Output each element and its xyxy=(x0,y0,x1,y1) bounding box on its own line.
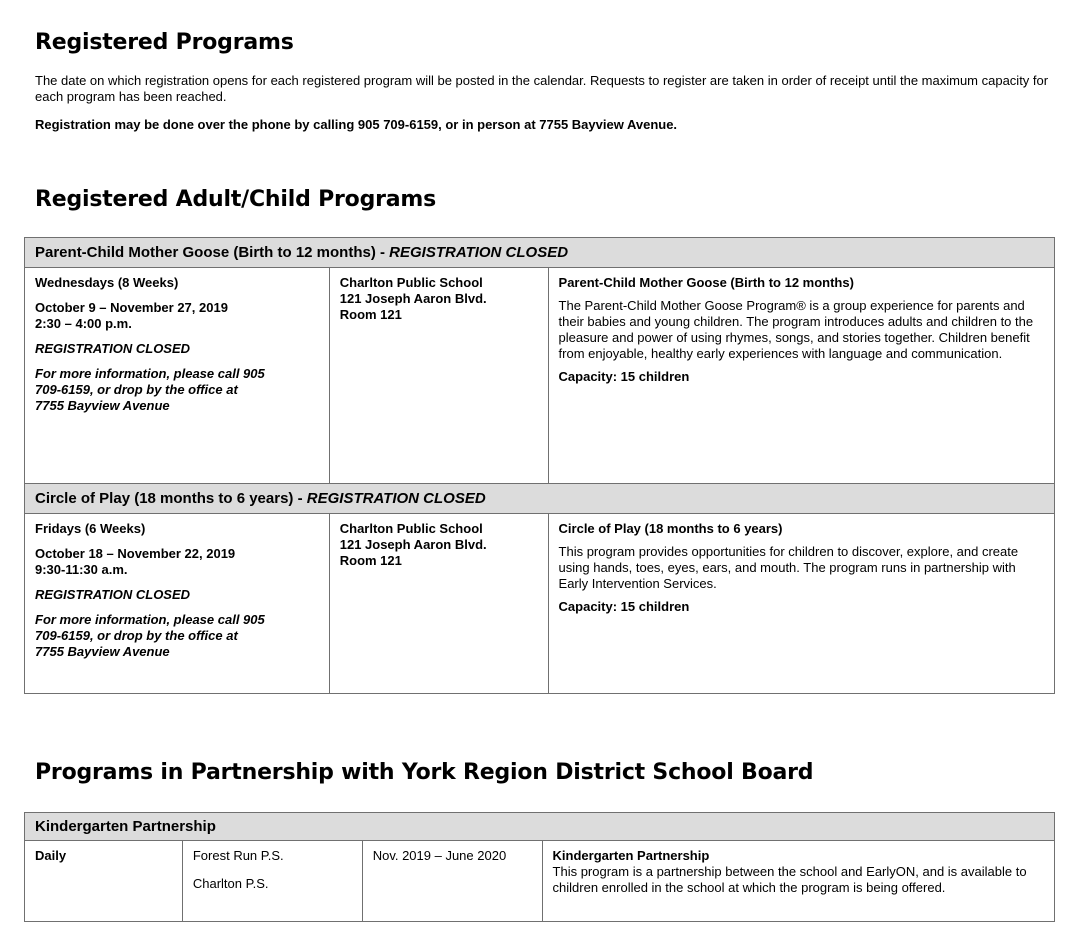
location-room: Room 121 xyxy=(339,553,402,568)
description-title: Parent-Child Mother Goose (Birth to 12 months) xyxy=(558,275,854,290)
program-schedule: Daily xyxy=(35,848,67,863)
program-info-line: For more information, please call 905 xyxy=(35,366,265,381)
program-location-cell xyxy=(182,841,362,922)
program-header xyxy=(25,484,1055,514)
program-schedule-cell xyxy=(25,514,330,694)
program-dates: October 9 – November 27, 2019 xyxy=(35,300,228,315)
location-address: 121 Joseph Aaron Blvd. xyxy=(339,537,487,552)
program-header xyxy=(25,238,1055,268)
program-header-status: REGISTRATION CLOSED xyxy=(389,243,569,261)
program-dates-cell xyxy=(362,841,542,922)
program-header-title: Parent-Child Mother Goose (Birth to 12 months) - xyxy=(35,243,390,261)
program-description-cell xyxy=(548,268,1054,484)
program-header-row xyxy=(25,484,1055,514)
program-info-line: 709-6159, or drop by the office at xyxy=(35,628,238,643)
program-info-line: 709-6159, or drop by the office at xyxy=(35,382,238,397)
description-title: Kindergarten Partnership xyxy=(552,848,710,863)
program-info-line: 7755 Bayview Avenue xyxy=(35,644,170,659)
location-room: Room 121 xyxy=(339,307,402,322)
location-address: 121 Joseph Aaron Blvd. xyxy=(339,291,487,306)
program-header: Kindergarten Partnership xyxy=(25,813,1055,841)
registration-note: Registration may be done over the phone by calling 905 709-6159, or in person at 7755 Bayview Avenue. xyxy=(35,117,678,132)
program-location-cell xyxy=(329,268,548,484)
program-row xyxy=(25,268,1055,484)
program-description-cell xyxy=(542,841,1054,922)
program-info-line: For more information, please call 905 xyxy=(35,612,265,627)
program-row xyxy=(25,841,1055,922)
program-description-cell xyxy=(548,514,1054,694)
program-status: REGISTRATION CLOSED xyxy=(35,587,191,602)
description-text: The Parent-Child Mother Goose Program® is a group experience for parents and their babies and young children. The program introduces adults and children to the pleasure and power of using rhymes, songs, and stories together. Children benefit from enjoyable, healthy early experiences with language and communication. xyxy=(558,298,1034,361)
section-title-partnership: Programs in Partnership with York Region District School Board xyxy=(35,760,814,785)
program-schedule-cell xyxy=(25,268,330,484)
page-title: Registered Programs xyxy=(35,30,294,55)
partnership-programs-table xyxy=(24,812,1055,922)
description-text: This program provides opportunities for children to discover, explore, and create using hands, toes, eyes, ears, and mouth. The program runs in partnership with Early Intervention Services. xyxy=(558,544,1019,591)
program-time: 2:30 – 4:00 p.m. xyxy=(35,316,132,331)
description-title: Circle of Play (18 months to 6 years) xyxy=(558,521,783,536)
section-title-adult-child: Registered Adult/Child Programs xyxy=(35,187,437,212)
program-location-cell xyxy=(329,514,548,694)
location-name: Charlton Public School xyxy=(339,275,483,290)
location-name: Charlton Public School xyxy=(339,521,483,536)
program-status: REGISTRATION CLOSED xyxy=(35,341,191,356)
program-row xyxy=(25,514,1055,694)
description-text: This program is a partnership between the school and EarlyON, and is available to children enrolled in the school at which the program is being offered. xyxy=(552,864,1027,895)
location-name: Charlton P.S. xyxy=(192,876,269,891)
capacity: Capacity: 15 children xyxy=(558,369,690,384)
location-name: Forest Run P.S. xyxy=(192,848,284,863)
program-header-title: Circle of Play (18 months to 6 years) - xyxy=(35,489,307,507)
program-header-row xyxy=(25,813,1055,841)
program-info-line: 7755 Bayview Avenue xyxy=(35,398,170,413)
program-header-row xyxy=(25,238,1055,268)
program-dates: Nov. 2019 – June 2020 xyxy=(372,848,507,863)
program-schedule: Wednesdays (8 Weeks) xyxy=(35,275,179,290)
program-schedule-cell xyxy=(25,841,183,922)
program-header-status: REGISTRATION CLOSED xyxy=(306,489,486,507)
program-dates: October 18 – November 22, 2019 xyxy=(35,546,236,561)
adult-child-programs-table xyxy=(24,237,1055,694)
program-time: 9:30-11:30 a.m. xyxy=(35,562,128,577)
intro-paragraph: The date on which registration opens for each registered program will be posted in the calendar. Requests to register are taken in order of receipt until the maximum capacity for each program has been reached. xyxy=(35,73,1049,104)
capacity: Capacity: 15 children xyxy=(558,599,690,614)
program-schedule: Fridays (6 Weeks) xyxy=(35,521,146,536)
